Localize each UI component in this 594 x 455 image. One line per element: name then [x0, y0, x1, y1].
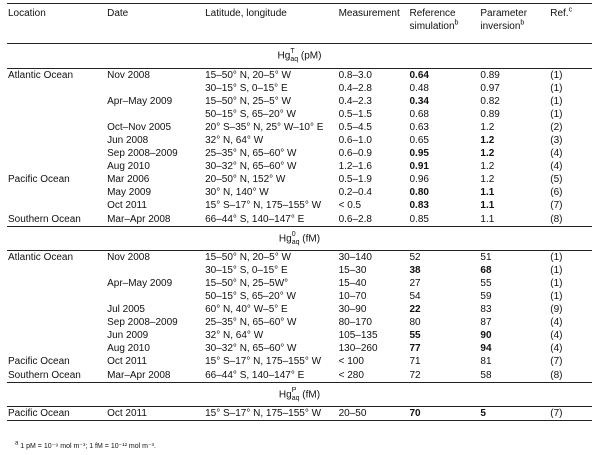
- cell-parameter-inversion: 81: [480, 356, 492, 368]
- header-parameter-inversion: Parameter inversion$^b$: [480, 8, 528, 32]
- cell-parameter-inversion: 5: [480, 407, 550, 421]
- cell-reference-simulation: 80: [409, 317, 421, 329]
- cell-measurement: 0.2–0.4: [338, 187, 372, 199]
- cell-location: [7, 108, 107, 121]
- cell-measurement: 0.5–1.9: [338, 174, 372, 186]
- cell-date: Oct–Nov 2005: [107, 121, 172, 133]
- cell-reference-simulation: 0.34: [409, 95, 429, 107]
- cell-location: [7, 121, 107, 134]
- cell-parameter-inversion: 55: [480, 277, 492, 289]
- table-row: [7, 304, 592, 317]
- cell-location: [7, 82, 107, 95]
- cell-parameter-inversion: 90: [480, 330, 492, 342]
- cell-reference-simulation: 70: [409, 407, 480, 421]
- cell-ref: (7): [550, 407, 592, 421]
- section-header-row: [7, 44, 592, 69]
- cell-parameter-inversion: 58: [480, 369, 492, 381]
- cell-parameter-inversion: 1.1: [480, 200, 495, 212]
- table-row: [7, 369, 592, 383]
- cell-reference-simulation: 77: [409, 343, 421, 355]
- cell-parameter-inversion: 0.82: [480, 95, 500, 107]
- cell-ref: (5): [550, 174, 563, 186]
- table-row: [7, 161, 592, 174]
- cell-parameter-inversion: 1.2: [480, 121, 495, 133]
- table-row: [7, 69, 592, 83]
- cell-latlon: 15–50° N, 20–5° W: [205, 69, 291, 81]
- table-row: [7, 82, 592, 95]
- table-row: [7, 343, 592, 356]
- cell-reference-simulation: 52: [409, 251, 421, 263]
- cell-date: Apr–May 2009: [107, 277, 173, 289]
- cell-location: [7, 264, 107, 277]
- header-date: Date: [107, 8, 129, 19]
- cell-date: [107, 82, 205, 95]
- table-body: [7, 44, 592, 421]
- cell-ref: (1): [550, 251, 563, 263]
- cell-measurement: 30–140: [338, 251, 372, 263]
- cell-parameter-inversion: 83: [480, 304, 492, 316]
- cell-latlon: 20° S–35° N, 25° W–10° E: [205, 121, 324, 133]
- cell-ref: (6): [550, 187, 563, 199]
- cell-parameter-inversion: 87: [480, 317, 492, 329]
- cell-location: Pacific Ocean: [7, 407, 107, 421]
- cell-measurement: 10–70: [338, 290, 367, 302]
- table-row: [7, 317, 592, 330]
- cell-latlon: 15–50° N, 25–5W°: [205, 277, 289, 289]
- cell-parameter-inversion: 68: [480, 264, 492, 276]
- cell-measurement: < 280: [338, 369, 364, 381]
- cell-location: [7, 317, 107, 330]
- cell-location: Atlantic Ocean: [8, 251, 74, 263]
- cell-measurement: 0.8–3.0: [338, 69, 372, 81]
- cell-reference-simulation: 0.48: [409, 82, 429, 94]
- table-row: [7, 277, 592, 290]
- cell-location: [7, 304, 107, 317]
- cell-location: [7, 95, 107, 108]
- cell-location: Southern Ocean: [8, 213, 81, 225]
- cell-location: [7, 161, 107, 174]
- cell-date: Jun 2008: [107, 135, 149, 147]
- table-row: [7, 356, 592, 369]
- section-header-row: [7, 383, 592, 407]
- cell-latlon: 15–50° N, 20–5° W: [205, 251, 291, 263]
- cell-ref: (1): [550, 277, 563, 289]
- cell-parameter-inversion: 0.89: [480, 69, 500, 81]
- cell-ref: (3): [550, 135, 563, 147]
- data-table: [7, 3, 592, 421]
- cell-date: Sep 2008–2009: [107, 317, 178, 329]
- cell-latlon: 15° S–17° N, 175–155° W: [205, 407, 338, 421]
- cell-date: Oct 2011: [107, 200, 147, 212]
- cell-ref: (1): [550, 95, 563, 107]
- cell-latlon: 50–15° S, 65–20° W: [205, 108, 296, 120]
- section-title: Hg T aq (pM): [7, 44, 592, 69]
- cell-latlon: 20–50° N, 152° W: [205, 174, 286, 186]
- cell-date: [107, 108, 205, 121]
- header-row: [7, 4, 592, 44]
- section-title: Hg 0 aq (fM): [7, 227, 592, 251]
- cell-reference-simulation: 27: [409, 277, 421, 289]
- table-row: [7, 95, 592, 108]
- cell-date: Nov 2008: [107, 251, 150, 263]
- cell-measurement: 0.5–4.5: [338, 121, 372, 133]
- cell-latlon: 15° S–17° N, 175–155° W: [205, 356, 322, 368]
- cell-ref: (4): [550, 330, 563, 342]
- table-row: [7, 108, 592, 121]
- table-row: [7, 407, 592, 421]
- cell-ref: (4): [550, 161, 563, 173]
- cell-location: Atlantic Ocean: [8, 69, 74, 81]
- cell-measurement: < 100: [338, 356, 364, 368]
- cell-reference-simulation: 71: [409, 356, 421, 368]
- cell-latlon: 30–32° N, 65–60° W: [205, 343, 297, 355]
- cell-parameter-inversion: 1.2: [480, 161, 495, 173]
- cell-latlon: 30–15° S, 0–15° E: [205, 82, 288, 94]
- cell-reference-simulation: 0.85: [409, 213, 429, 225]
- cell-reference-simulation: 0.64: [409, 69, 429, 81]
- cell-measurement: 15–30: [338, 264, 367, 276]
- cell-measurement: 30–90: [338, 304, 367, 316]
- cell-latlon: 66–44° S, 140–147° E: [205, 213, 305, 225]
- cell-reference-simulation: 0.65: [409, 135, 429, 147]
- cell-latlon: 60° N, 40° W–5° E: [205, 304, 288, 316]
- cell-date: Oct 2011: [107, 407, 205, 421]
- cell-reference-simulation: 0.80: [409, 187, 429, 199]
- cell-measurement: 15–40: [338, 277, 367, 289]
- header-ref: Ref.$^c$: [550, 6, 573, 19]
- cell-ref: (7): [550, 356, 563, 368]
- cell-parameter-inversion: 59: [480, 290, 492, 302]
- cell-reference-simulation: 0.83: [409, 200, 429, 212]
- table-row: [7, 134, 592, 147]
- cell-measurement: 80–170: [338, 317, 372, 329]
- cell-date: Sep 2008–2009: [107, 148, 178, 160]
- cell-reference-simulation: 0.96: [409, 174, 429, 186]
- cell-latlon: 15° S–17° N, 175–155° W: [205, 200, 322, 212]
- table-row: [7, 174, 592, 187]
- table-row: [7, 264, 592, 277]
- cell-measurement: 0.4–2.8: [338, 82, 372, 94]
- cell-date: Apr–May 2009: [107, 95, 173, 107]
- cell-parameter-inversion: 51: [480, 251, 492, 263]
- table-row: [7, 330, 592, 343]
- cell-measurement: < 0.5: [338, 200, 362, 212]
- cell-latlon: 30° N, 140° W: [205, 187, 269, 199]
- cell-latlon: 66–44° S, 140–147° E: [205, 369, 305, 381]
- cell-ref: (1): [550, 108, 563, 120]
- cell-parameter-inversion: 1.2: [480, 174, 495, 186]
- header-latlon: Latitude, longitude: [205, 8, 287, 19]
- section-title: Hg P aq (fM): [7, 383, 592, 407]
- cell-location: Pacific Ocean: [8, 356, 70, 368]
- cell-ref: (1): [550, 290, 563, 302]
- cell-ref: (4): [550, 343, 563, 355]
- header-location: Location: [8, 8, 46, 19]
- cell-latlon: 32° N, 64° W: [205, 135, 264, 147]
- cell-parameter-inversion: 0.97: [480, 82, 500, 94]
- cell-date: Mar–Apr 2008: [107, 369, 171, 381]
- cell-latlon: 50–15° S, 65–20° W: [205, 290, 296, 302]
- cell-reference-simulation: 72: [409, 369, 421, 381]
- cell-measurement: 0.6–1.0: [338, 135, 372, 147]
- cell-location: [7, 148, 107, 161]
- cell-reference-simulation: 38: [409, 264, 421, 276]
- cell-location: [7, 187, 107, 200]
- cell-date: [107, 290, 205, 303]
- cell-location: Southern Ocean: [8, 369, 81, 381]
- cell-reference-simulation: 0.95: [409, 148, 429, 160]
- cell-parameter-inversion: 1.2: [480, 135, 495, 147]
- table-row: [7, 213, 592, 227]
- cell-ref: (8): [550, 213, 563, 225]
- cell-date: May 2009: [107, 187, 152, 199]
- cell-ref: (1): [550, 69, 563, 81]
- cell-measurement: 1.2–1.6: [338, 161, 372, 173]
- table-row: [7, 148, 592, 161]
- table-row: [7, 251, 592, 265]
- cell-location: [7, 277, 107, 290]
- cell-ref: (8): [550, 369, 563, 381]
- cell-date: Aug 2010: [107, 343, 150, 355]
- header-measurement: Measurement: [338, 8, 400, 19]
- cell-reference-simulation: 0.63: [409, 121, 429, 133]
- cell-location: Pacific Ocean: [8, 174, 70, 186]
- cell-parameter-inversion: 94: [480, 343, 492, 355]
- cell-parameter-inversion: 1.1: [480, 187, 495, 199]
- cell-date: Nov 2008: [107, 69, 150, 81]
- cell-location: [7, 290, 107, 303]
- cell-latlon: 32° N, 64° W: [205, 330, 264, 342]
- cell-reference-simulation: 0.68: [409, 108, 429, 120]
- cell-date: Jun 2009: [107, 330, 149, 342]
- cell-date: Mar–Apr 2008: [107, 213, 171, 225]
- cell-date: Oct 2011: [107, 356, 147, 368]
- cell-ref: (2): [550, 121, 563, 133]
- section-header-row: [7, 227, 592, 251]
- cell-location: [7, 134, 107, 147]
- table-row: [7, 121, 592, 134]
- table-row: [7, 200, 592, 213]
- cell-location: [7, 330, 107, 343]
- cell-reference-simulation: 22: [409, 304, 421, 316]
- cell-measurement: 20–50: [339, 407, 410, 421]
- cell-date: Aug 2010: [107, 161, 150, 173]
- footnote: $^a$ 1 pM = 10⁻⁹ mol m⁻³; 1 fM = 10⁻¹² mol m⁻³.: [15, 440, 156, 450]
- cell-measurement: 130–260: [338, 343, 378, 355]
- cell-measurement: 0.5–1.5: [338, 108, 372, 120]
- cell-ref: (1): [550, 82, 563, 94]
- cell-ref: (9): [550, 304, 563, 316]
- cell-date: Mar 2006: [107, 174, 150, 186]
- table-container: [7, 3, 592, 421]
- cell-measurement: 105–135: [338, 330, 378, 342]
- cell-parameter-inversion: 0.89: [480, 108, 500, 120]
- cell-reference-simulation: 55: [409, 330, 421, 342]
- cell-parameter-inversion: 1.2: [480, 148, 495, 160]
- cell-date: Jul 2005: [107, 304, 145, 316]
- cell-ref: (7): [550, 200, 563, 212]
- cell-location: [7, 343, 107, 356]
- cell-measurement: 0.4–2.3: [338, 95, 372, 107]
- cell-measurement: 0.6–0.9: [338, 148, 372, 160]
- cell-reference-simulation: 54: [409, 290, 421, 302]
- cell-date: [107, 264, 205, 277]
- cell-latlon: 30–32° N, 65–60° W: [205, 161, 297, 173]
- cell-latlon: 25–35° N, 65–60° W: [205, 317, 297, 329]
- cell-measurement: 0.6–2.8: [338, 213, 372, 225]
- cell-location: [7, 200, 107, 213]
- cell-parameter-inversion: 1.1: [480, 213, 495, 225]
- cell-ref: (4): [550, 148, 563, 160]
- cell-reference-simulation: 0.91: [409, 161, 429, 173]
- cell-latlon: 30–15° S, 0–15° E: [205, 264, 288, 276]
- table-row: [7, 290, 592, 303]
- cell-latlon: 15–50° N, 25–5° W: [205, 95, 291, 107]
- table-row: [7, 187, 592, 200]
- header-reference-simulation: Reference simulation$^b$: [409, 8, 459, 32]
- cell-ref: (1): [550, 264, 563, 276]
- cell-ref: (4): [550, 317, 563, 329]
- cell-latlon: 25–35° N, 65–60° W: [205, 148, 297, 160]
